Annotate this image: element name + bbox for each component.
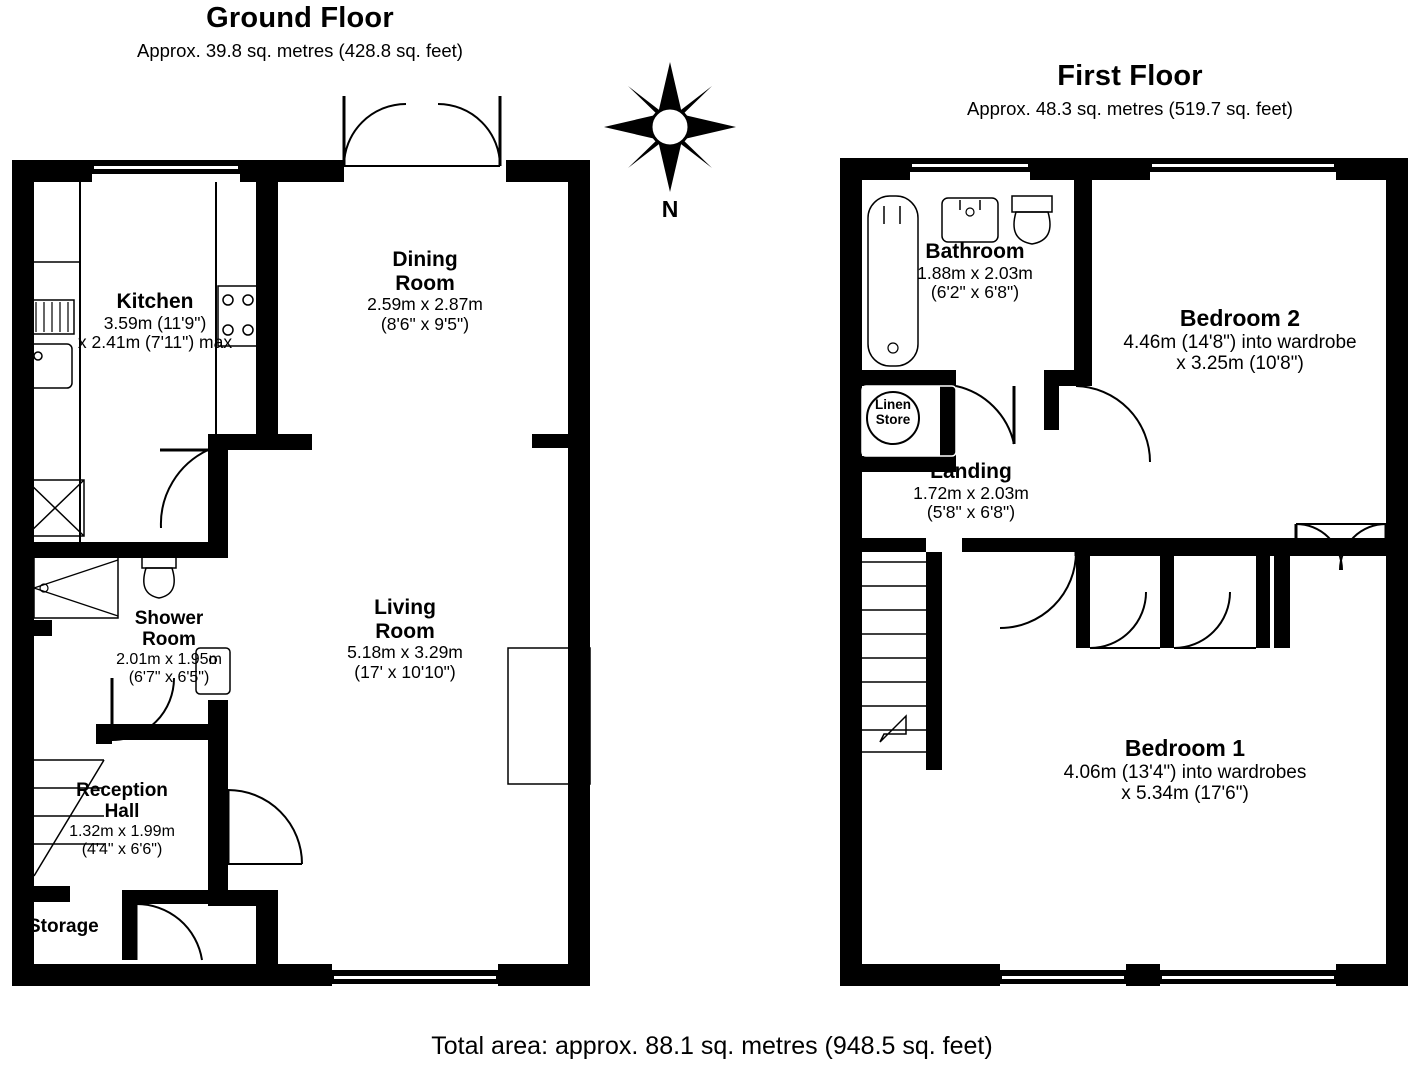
window-bathroom-front	[910, 158, 1030, 172]
room-label-storage	[28, 916, 208, 937]
room-label-bedroom2	[1090, 306, 1390, 375]
room-dims-bathroom-1: 1.88m x 2.03m	[917, 262, 1033, 283]
first-floor-title: First Floor	[1057, 60, 1203, 92]
room-dims-shower-1: 2.01m x 1.95m	[116, 650, 222, 668]
room-dims-hall-2: (4'4" x 6'6")	[81, 840, 163, 858]
room-dims-bedroom2-1: 4.46m (14'8") into wardrobe	[1123, 331, 1357, 353]
room-label-kitchen	[30, 290, 280, 353]
room-label-linen-store	[862, 398, 924, 428]
room-name-shower-1: Shower	[134, 608, 204, 629]
wall-shower-top	[12, 542, 228, 558]
compass-north-label: N	[661, 196, 679, 222]
room-name-linen-1: Linen	[875, 397, 911, 412]
room-dims-dining-2: (8'6" x 9'5")	[380, 313, 470, 334]
room-dims-kitchen-2: x 2.41m (7'11") max	[77, 332, 233, 353]
room-dims-living-1: 5.18m x 3.29m	[347, 642, 463, 663]
wall-bedroom2-wardrobe	[1044, 370, 1058, 430]
room-label-shower	[60, 608, 278, 687]
wall-first-bottom-right	[1336, 964, 1408, 986]
window-kitchen-front	[92, 160, 240, 174]
wall-bedroom1-top	[1076, 538, 1388, 556]
room-dims-bedroom1-1: 4.06m (13'4") into wardrobes	[1063, 761, 1307, 783]
wall-living-left-lower	[256, 890, 278, 986]
room-dims-hall-1: 1.32m x 1.99m	[69, 822, 175, 840]
wall-landing-bottom-right	[962, 538, 1076, 552]
wall-shower-bottom-left	[96, 724, 112, 744]
compass-icon	[604, 62, 736, 192]
wall-wardrobe-2	[1160, 556, 1174, 648]
wall-dining-right-stub	[532, 434, 568, 448]
room-dims-bedroom1-2: x 5.34m (17'6")	[1121, 783, 1249, 805]
room-name-linen-2: Store	[875, 411, 911, 427]
room-label-living	[280, 596, 530, 683]
room-name-bedroom1: Bedroom 1	[1124, 735, 1246, 761]
room-dims-bathroom-2: (6'2" x 6'8")	[930, 282, 1020, 303]
wall-shower-bottom	[96, 724, 228, 740]
room-name-hall-1: Reception	[76, 780, 168, 801]
window-living-rear	[332, 970, 498, 984]
room-label-bedroom1	[1000, 736, 1370, 805]
room-name-living-1: Living	[374, 596, 436, 619]
window-bedroom1-rear-2	[1160, 970, 1336, 984]
wall-ground-bottom-right	[498, 964, 590, 986]
room-name-storage: Storage	[28, 916, 99, 937]
room-dims-bedroom2-2: x 3.25m (10'8")	[1176, 353, 1304, 375]
window-bedroom2-front	[1150, 158, 1336, 172]
wall-first-right	[1386, 158, 1408, 986]
wall-first-bottom-left	[840, 964, 1000, 986]
wall-bathroom-right-lower	[1054, 370, 1092, 386]
room-dims-shower-2: (6'7" x 6'5")	[128, 668, 210, 686]
wall-wardrobe-4	[1274, 538, 1290, 648]
wall-wardrobe-3	[1256, 556, 1270, 648]
wall-ground-left	[12, 160, 34, 986]
wall-landing-bottom-left	[862, 538, 926, 552]
ground-floor-subtitle: Approx. 39.8 sq. metres (428.8 sq. feet)	[137, 40, 463, 61]
room-dims-landing-1: 1.72m x 2.03m	[913, 482, 1029, 503]
wall-linen-right	[940, 370, 956, 466]
wall-ground-top-left2	[240, 160, 344, 182]
room-dims-landing-2: (5'8" x 6'8")	[926, 502, 1016, 523]
wall-ground-right	[568, 160, 590, 986]
room-dims-dining-1: 2.59m x 2.87m	[367, 294, 483, 315]
window-bedroom1-rear-1	[1000, 970, 1126, 984]
total-area-label: Total area: approx. 88.1 sq. metres (948.5 sq. feet)	[431, 1032, 993, 1060]
wall-shower-left-notch	[12, 620, 52, 636]
room-name-hall-2: Hall	[104, 801, 140, 823]
wall-kitchen-bottom	[208, 434, 312, 450]
wall-first-bottom-mid	[1126, 964, 1160, 986]
wall-ground-bottom-left	[12, 964, 332, 986]
ground-floor-title: Ground Floor	[206, 2, 394, 34]
room-name-living-2: Room	[375, 619, 435, 643]
first-floor-subtitle: Approx. 48.3 sq. metres (519.7 sq. feet)	[967, 98, 1293, 119]
room-name-bathroom: Bathroom	[925, 240, 1025, 263]
wall-wardrobe-1	[1076, 556, 1090, 648]
room-dims-kitchen-1: 3.59m (11'9")	[103, 312, 207, 333]
wall-storage-top	[12, 886, 70, 902]
room-name-landing: Landing	[930, 460, 1012, 483]
room-name-shower-2: Room	[142, 629, 196, 651]
wall-first-top-left	[840, 158, 910, 180]
wall-first-top-mid	[1030, 158, 1150, 180]
room-label-dining	[300, 248, 550, 335]
room-name-kitchen: Kitchen	[116, 290, 194, 313]
room-name-bedroom2: Bedroom 2	[1179, 305, 1301, 331]
room-dims-living-2: (17' x 10'10")	[354, 661, 456, 682]
room-name-dining-2: Room	[395, 271, 455, 295]
wall-storage-top-right	[122, 890, 212, 904]
wall-ground-top-left	[12, 160, 92, 182]
room-label-reception-hall	[22, 780, 222, 859]
room-name-dining-1: Dining	[392, 248, 458, 271]
room-label-bathroom	[850, 240, 1100, 303]
room-label-landing	[846, 460, 1096, 523]
wall-landing-stair-right	[926, 552, 942, 770]
